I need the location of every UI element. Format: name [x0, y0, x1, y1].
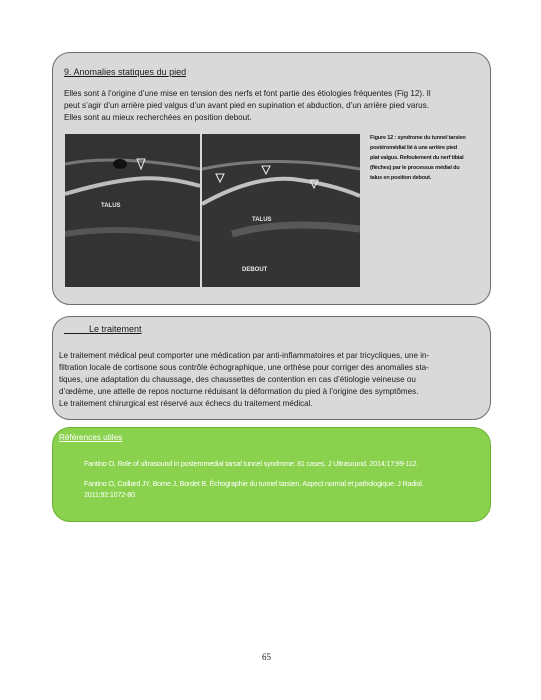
- ultrasound-image-right: [202, 134, 360, 287]
- caption-line-5: talus en position debout.: [370, 175, 432, 181]
- ultrasound-image-left: [65, 134, 200, 287]
- traitement-line-2: filtration locale de cortisone sous contrôle échographique, une orthèse pour corriger des anomalies sta-: [59, 363, 429, 372]
- traitement-heading: [64, 324, 142, 334]
- anomalies-line-2: peut s’agir d’un arrière pied valgus d’un avant pied en supination et abduction, d’un arrière pied varus.: [64, 101, 429, 110]
- reference-2-line-2: 2011;92:1072-80.: [84, 490, 137, 499]
- caption-line-3: plat valgus. Refoulement du nerf tibial: [370, 155, 464, 161]
- traitement-heading-text: Le traitement: [89, 324, 142, 334]
- caption-line-1: Figure 12 : syndrome du tunnel tarsien: [370, 135, 466, 141]
- reference-2-line-1: Fantino O, Coillard JY, Borne J, Bordet B. Échographie du tunnel tarsien. Aspect normal et pathologique. J Radiol.: [84, 479, 424, 488]
- references-heading: Références utiles: [59, 433, 123, 442]
- caption-line-4: (flèches) par le processus médial du: [370, 165, 460, 171]
- anomalies-line-1: Elles sont à l’origine d’une mise en tension des nerfs et font partie des étiologies fréquentes (Fig 12). Il: [64, 89, 431, 98]
- traitement-line-4: d’œdème, une attelle de repos nocturne réduisant la déformation du pied à l’origine des symptômes.: [59, 387, 419, 396]
- anomalies-heading: 9. Anomalies statiques du pied: [64, 67, 187, 77]
- reference-1: Fantino O. Role of ultrasound in posteromedial tarsal tunnel syndrome: 81 cases. J Ultrasound. 2014;17:99-112.: [84, 459, 419, 468]
- traitement-line-1: Le traitement médical peut comporter une médication par anti-inflammatoires et par tricycliques, une in-: [59, 351, 430, 360]
- page-number: 65: [262, 652, 271, 662]
- traitement-line-5: Le traitement chirurgical est réservé aux échecs du traitement médical.: [59, 399, 313, 408]
- debout-label: DEBOUT: [242, 267, 268, 273]
- figure-caption: [370, 133, 480, 183]
- talus-label-right: TALUS: [252, 217, 272, 223]
- caption-line-2: postéromédial lié à une arrière pied: [370, 145, 457, 151]
- anomalies-line-3: Elles sont au mieux recherchées en position debout.: [64, 113, 252, 122]
- talus-label-left: TALUS: [101, 203, 121, 209]
- traitement-line-3: tiques, une adaptation du chaussage, des chaussettes de contention en cas d’étiologie veineuse ou: [59, 375, 416, 384]
